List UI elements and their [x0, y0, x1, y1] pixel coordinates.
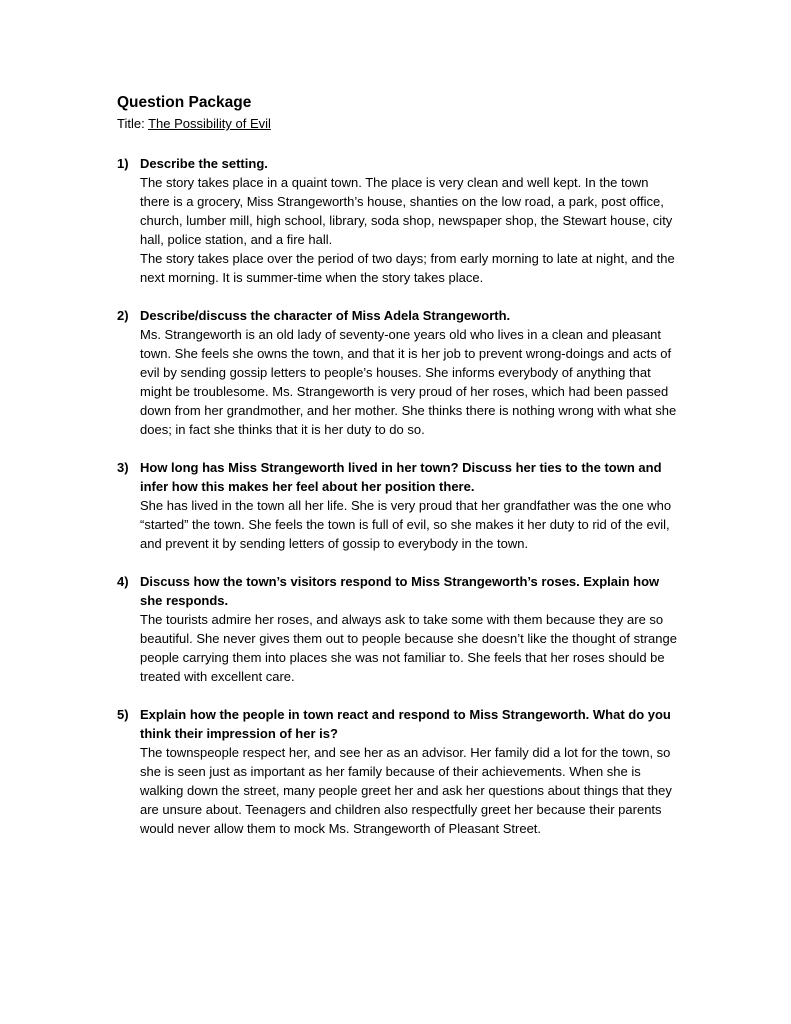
- answer: [140, 496, 677, 553]
- question-4: [117, 572, 677, 686]
- story-title: The Possibility of Evil: [148, 116, 271, 131]
- question-heading: [117, 705, 677, 743]
- question-5: [117, 705, 677, 838]
- answer: [140, 173, 677, 287]
- question-text: Discuss how the town’s visitors respond to Miss Strangeworth’s roses. Explain how she responds.: [140, 574, 660, 608]
- answer: [140, 610, 677, 686]
- question-text: Describe/discuss the character of Miss Adela Strangeworth.: [140, 308, 511, 323]
- answer-paragraph: Ms. Strangeworth is an old lady of seventy-one years old who lives in a clean and pleasant town. She feels she owns the town, and that it is her job to prevent wrong-doings and acts of evil by sending gossip letters to people’s houses. She informs everybody of anything that might be troublesome. Ms. Strangeworth is very proud of her roses, which had been passed down from her grandmother, and her mother. She thinks there is nothing wrong with what she does; in fact she thinks that it is her duty to do so.: [140, 327, 677, 437]
- question-3: [117, 458, 677, 553]
- title-label: Title:: [117, 116, 149, 131]
- question-number: 1): [117, 156, 129, 171]
- question-heading: [117, 572, 677, 610]
- question-heading: [117, 458, 677, 496]
- question-2: [117, 306, 677, 439]
- question-number: 5): [117, 707, 129, 722]
- document-page: [117, 92, 677, 857]
- answer: [140, 325, 677, 439]
- answer-paragraph: The townspeople respect her, and see her as an advisor. Her family did a lot for the town, so she is seen just as important as her family because of their achievements. When she is walking down the street, many people greet her and ask her questions about things that they are unsure about. Teenagers and children also respectfully greet her because their parents would never allow them to mock Ms. Strangeworth of Pleasant Street.: [140, 745, 672, 836]
- question-text: Explain how the people in town react and respond to Miss Strangeworth. What do you think their impression of her is?: [140, 707, 671, 741]
- question-number: 2): [117, 308, 129, 323]
- answer-paragraph: The story takes place in a quaint town. The place is very clean and well kept. In the town there is a grocery, Miss Strangeworth’s house, shanties on the low road, a park, post office, church, lumber mill, high school, library, soda shop, newspaper shop, the Stewart house, city hall, police station, and a fire hall.: [140, 175, 673, 247]
- question-number: 3): [117, 460, 129, 475]
- question-text: Describe the setting.: [140, 156, 268, 171]
- answer-paragraph: The story takes place over the period of two days; from early morning to late at night, and the next morning. It is summer-time when the story takes place.: [140, 251, 675, 285]
- answer-paragraph: The tourists admire her roses, and always ask to take some with them because they are so beautiful. She never gives them out to people because she doesn’t like the thought of strange people carrying them into places she was not familiar to. She feels that her roses should be treated with excellent care.: [140, 612, 677, 684]
- title-line: [117, 114, 677, 133]
- answer-paragraph: She has lived in the town all her life. She is very proud that her grandfather was the one who “started” the town. She feels the town is full of evil, so she makes it her duty to rid of the evil, and prevent it by sending letters of gossip to everybody in the town.: [140, 498, 672, 551]
- question-1: [117, 154, 677, 287]
- question-number: 4): [117, 574, 129, 589]
- question-text: How long has Miss Strangeworth lived in her town? Discuss her ties to the town and infer how this makes her feel about her position there.: [140, 460, 662, 494]
- answer: [140, 743, 677, 838]
- question-heading: [117, 154, 677, 173]
- question-heading: [117, 306, 677, 325]
- page-title: Question Package: [117, 94, 252, 111]
